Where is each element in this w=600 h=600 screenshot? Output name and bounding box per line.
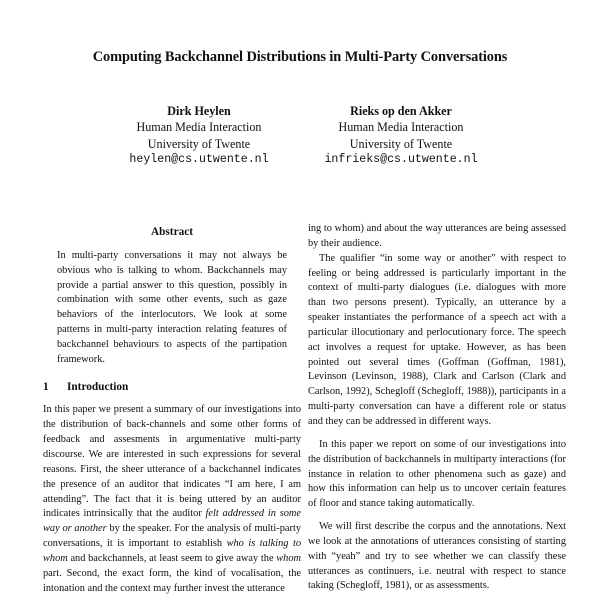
introduction-paragraph	[43, 403, 301, 596]
author-block-2	[291, 103, 511, 169]
intro-text-part: part. Second, the exact form, the kind of vocalisation, the intonation and the context may further invest the utterance	[43, 567, 301, 594]
abstract-text: In multi-party conversations it may not always be obvious who is talking to whom. Backchannels may provide a partial answer to this question, possibly in combination with some other events, such as gaze behaviors of the interlocutors. We look at some patterns in multi-party interaction relating features of backchannel behaviours to aspects of the partipation framework.	[57, 249, 287, 365]
body-paragraph: The qualifier “in some way or another” with respect to feeling or being addressed is particularly important in the context of multi-party dialogues (i.e. dialogues with more than two persons present). Typically, an utterance by a speaker instantiates the performance of a speech act with a particular illocutionary and perlocutionary force. The speech act involves a request for uptake. However, as has been pointed out several times (Goffman (Goffman, 1981), Levinson (Levinson, 1988), Clark and Carlson (Clark and Carlson, 1992), Schegloff (Schegloff, 1988)), participants in a multi-party conversation can have a different role or status and they can be addressed in different ways.	[308, 252, 566, 427]
author-university: University of Twente	[147, 136, 251, 151]
intro-emphasis: felt addressed in some way or another	[43, 508, 301, 535]
body-paragraph: We will first describe the corpus and the annotations. Next we look at the annotations of utterances consisting of starting with “yeah” and try to see whether we can classify these utterances as continuers, i.e. neutral with respect to stance taking (Schegloff, 1981), or as assessments.	[308, 521, 566, 592]
body-paragraph-continued: ing to whom) and about the way utterances are being assessed by their audience.	[308, 223, 566, 249]
author-affiliation: Human Media Interaction	[136, 120, 262, 135]
right-column	[308, 222, 566, 594]
section-heading-introduction	[43, 380, 301, 395]
section-number: 1	[43, 380, 49, 393]
author-block-1	[89, 103, 309, 169]
paragraph-spacer	[308, 512, 566, 520]
paragraph-spacer	[308, 430, 566, 438]
intro-text-part: and backchannels, at least seem to give away the	[67, 552, 277, 564]
body-paragraph: In this paper we report on some of our investigations into the distribution of backchannels in multiparty interactions (for instance in relation to other phenomena such as gaze) and how this information can help us to uncover certain features of floor and stance taking automatically.	[308, 438, 566, 510]
author-email: infrieks@cs.utwente.nl	[324, 153, 478, 167]
author-name: Dirk Heylen	[167, 104, 231, 118]
intro-emphasis: whom	[276, 552, 301, 564]
intro-emphasis: who is talking to whom	[43, 538, 301, 564]
intro-text-part: by the speaker. For the analysis of multi-party conversations, it is important to establish	[43, 523, 301, 550]
section-title: Introduction	[67, 380, 129, 393]
author-university: University of Twente	[349, 136, 453, 151]
left-column	[43, 225, 301, 596]
abstract-heading: Abstract	[150, 226, 194, 238]
author-affiliation: Human Media Interaction	[338, 120, 464, 135]
paper-title: Computing Backchannel Distributions in Multi-Party Conversations	[92, 49, 508, 65]
author-email: heylen@cs.utwente.nl	[129, 153, 269, 167]
author-name: Rieks op den Akker	[350, 104, 452, 118]
intro-text-part: In this paper we present a summary of our investigations into the distribution of back-channels and some other forms of feedback and assesments in argumentative multi-party discourse. We are interested in such expressions for several reasons. First, the sheer utterance of a backchannel indicates the presence of an auditor that indicates “I am here, I am attending”. The fact that it is being uttered by an auditor indicates intrinsically that the auditor	[43, 404, 301, 520]
